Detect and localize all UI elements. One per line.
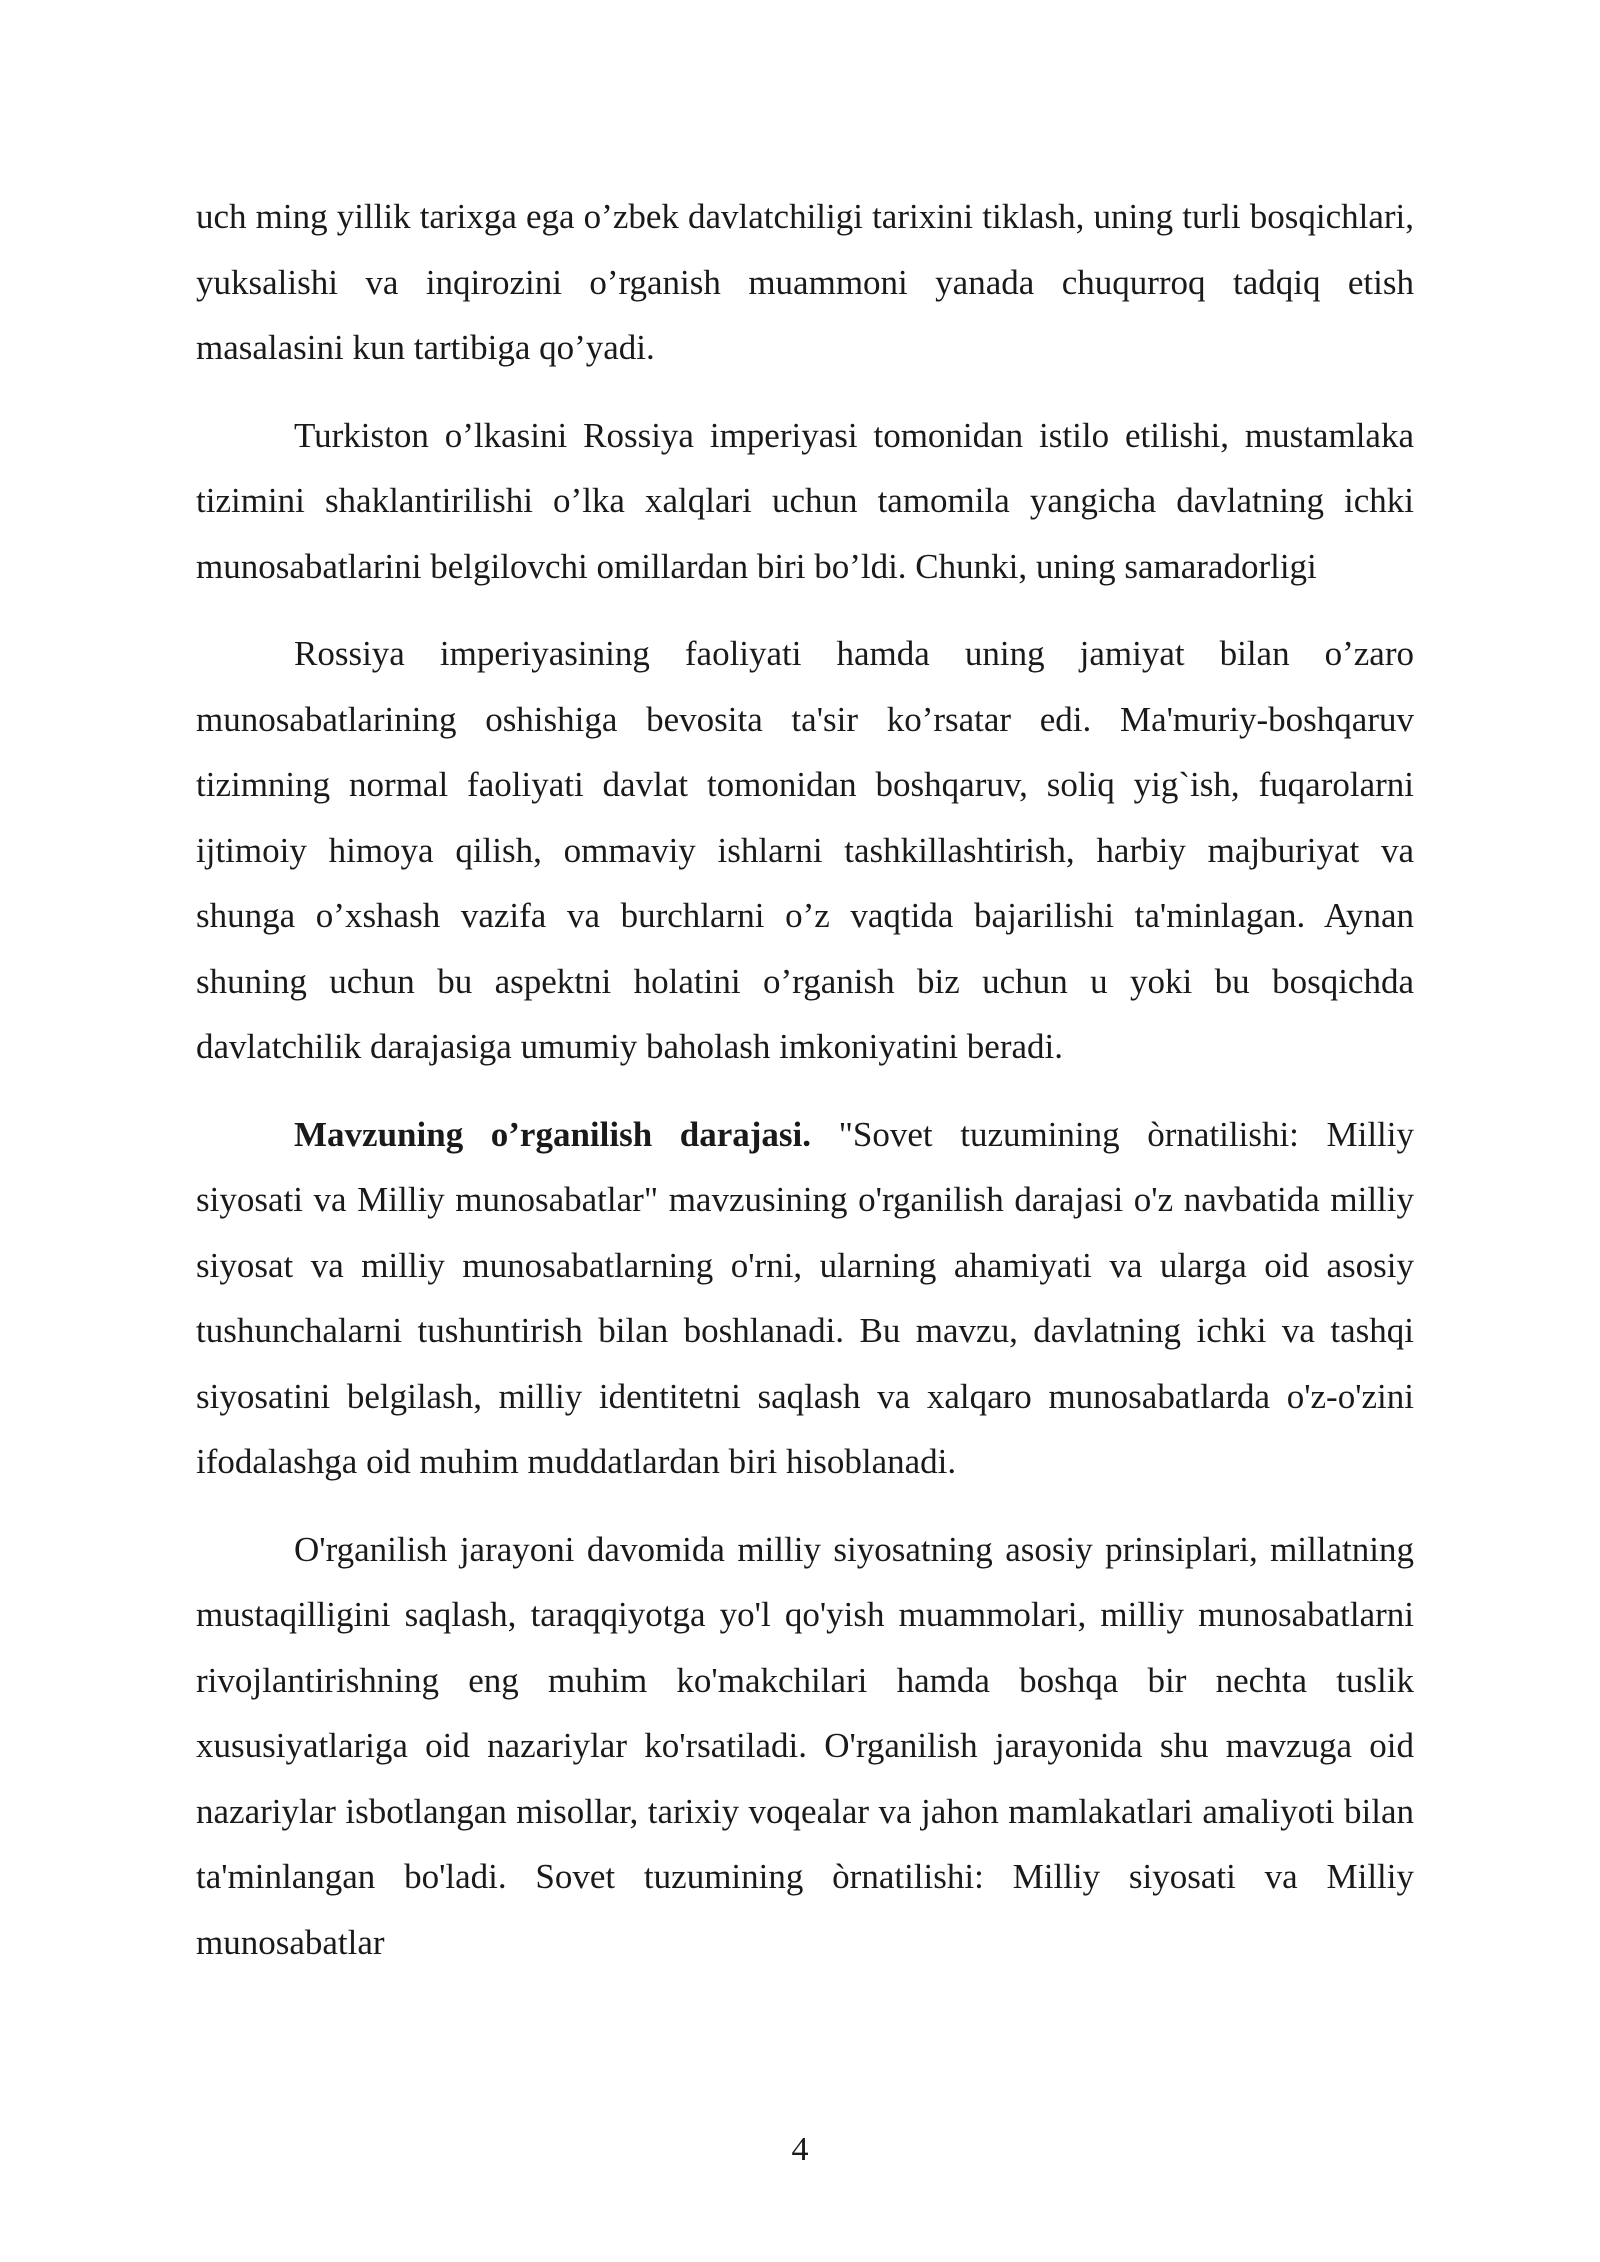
paragraph-text: "Sovet tuzumining òrnatilishi: Milliy siyosati va Milliy munosabatlar" mavzusining o'rganilish darajasi o'z navbatida milliy siyosat va milliy munosabatlarning o'rni, ularning ahamiyati va ularga oid asosiy tushunchalarni tushuntirish bilan boshlanadi. Bu mavzu, davlatning ichki va tashqi siyosatini belgilash, milliy identitetni saqlash va xalqaro munosabatlarda o'z-o'zini ifodalashga oid muhim muddatlardan biri hisoblanadi. xyxy=(196,1114,1414,1481)
paragraph-text: Turkiston o’lkasini Rossiya imperiyasi tomonidan istilo etilishi, mustamlaka tizimini shaklantirilishi o’lka xalqlari uchun tamomila yangicha davlatning ichki munosabatlarini belgilovchi omillardan biri bo’ldi. Chunki, uning samaradorligi xyxy=(196,415,1414,586)
document-body xyxy=(196,184,1414,1997)
paragraph-text: uch ming yillik tarixga ega o’zbek davlatchiligi tarixini tiklash, uning turli bosqichlari, yuksalishi va inqirozini o’rganish muammoni yanada chuqurroq tadqiq etish masalasini kun tartibiga qo’yadi. xyxy=(196,197,1414,367)
paragraph-2 xyxy=(196,403,1414,600)
paragraph-5 xyxy=(196,1517,1414,1976)
paragraph-4 xyxy=(196,1102,1414,1495)
page-number: 4 xyxy=(791,2131,809,2168)
section-heading: Mavzuning o’rganilish darajasi. xyxy=(294,1114,812,1154)
paragraph-1 xyxy=(196,184,1414,381)
paragraph-text: Rossiya imperiyasining faoliyati hamda uning jamiyat bilan o’zaro munosabatlarining oshishiga bevosita ta'sir ko’rsatar edi. Ma'muriy-boshqaruv tizimning normal faoliyati davlat tomonidan boshqaruv, soliq yig`ish, fuqarolarni ijtimoiy himoya qilish, ommaviy ishlarni tashkillashtirish, harbiy majburiyat va shunga o’xshash vazifa va burchlarni o’z vaqtida bajarilishi ta'minlagan. Aynan shuning uchun bu aspektni holatini o’rganish biz uchun u yoki bu bosqichda davlatchilik darajasiga umumiy baholash imkoniyatini beradi. xyxy=(196,634,1414,1066)
paragraph-text: O'rganilish jarayoni davomida milliy siyosatning asosiy prinsiplari, millatning mustaqilligini saqlash, taraqqiyotga yo'l qo'yish muammolari, milliy munosabatlarni rivojlantirishning eng muhim ko'makchilari hamda boshqa bir nechta tuslik xususiyatlariga oid nazariylar ko'rsatiladi. O'rganilish jarayonida shu mavzuga oid nazariylar isbotlangan misollar, tarixiy voqealar va jahon mamlakatlari amaliyoti bilan ta'minlangan bo'ladi. Sovet tuzumining òrnatilishi: Milliy siyosati va Milliy munosabatlar xyxy=(196,1529,1414,1962)
paragraph-3 xyxy=(196,621,1414,1080)
